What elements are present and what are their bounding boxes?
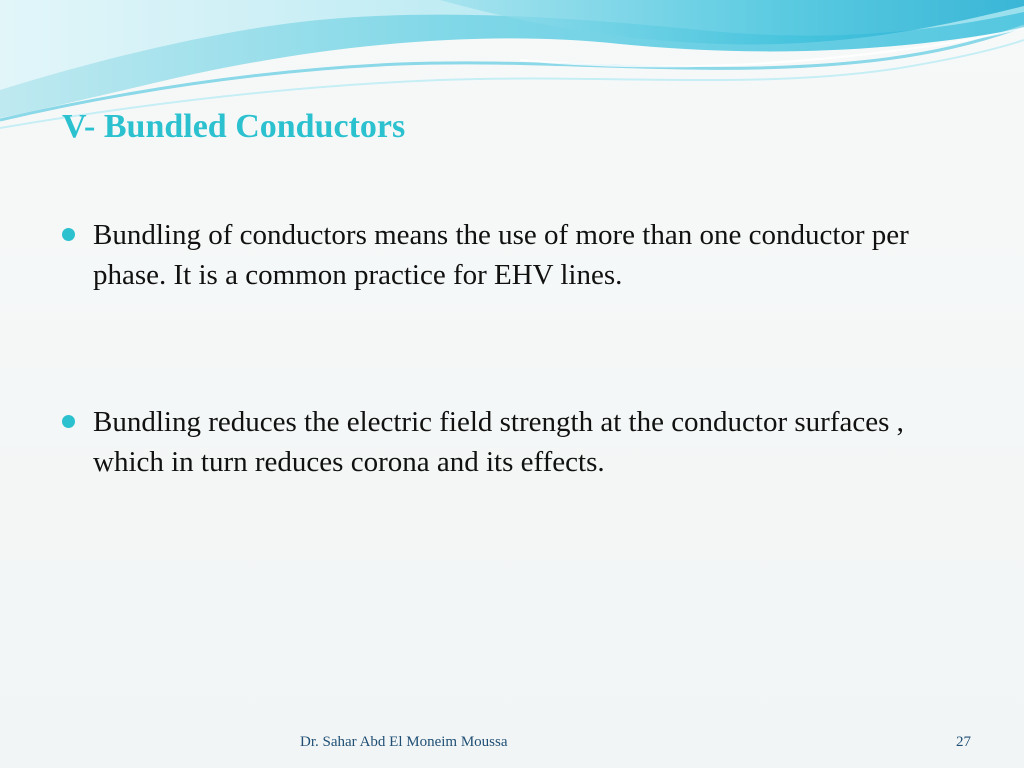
- slide-title: V- Bundled Conductors: [62, 108, 406, 145]
- bullet-text: Bundling of conductors means the use of more than one conductor per phase. It is a common practice for EHV lines.: [93, 219, 909, 291]
- slide-page-number: 27: [956, 734, 971, 750]
- bullet-text: Bundling reduces the electric field strength at the conductor surfaces , which in turn reduces corona and its effects.: [93, 406, 904, 478]
- bullet-item: [62, 215, 972, 295]
- bullet-dot-icon: [62, 228, 75, 241]
- footer-author: Dr. Sahar Abd El Moneim Moussa: [300, 734, 508, 750]
- bullet-list: [62, 215, 972, 482]
- bullet-dot-icon: [62, 415, 75, 428]
- bullet-item: [62, 402, 972, 482]
